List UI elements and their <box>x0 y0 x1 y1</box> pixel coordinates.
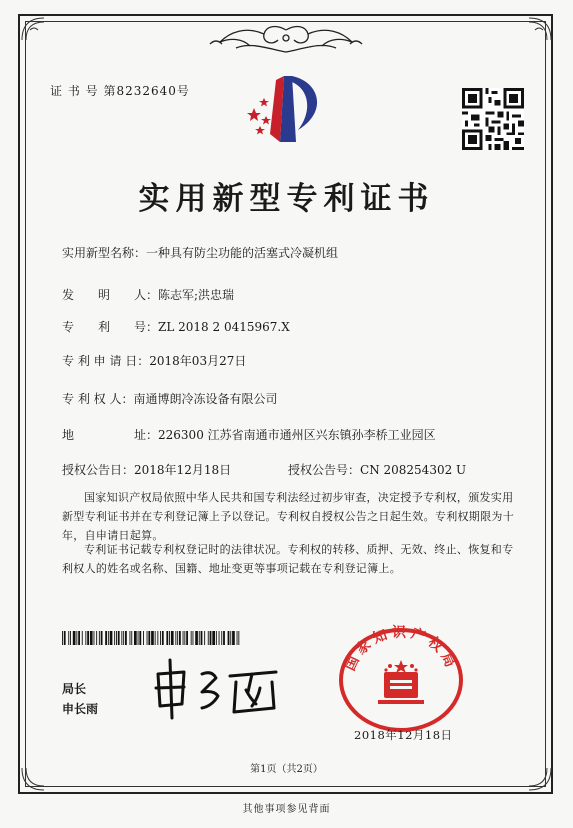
utility-name-value: 一种具有防尘功能的活塞式冷凝机组 <box>146 246 339 260</box>
certificate-number: 证 书 号 第8232640号 <box>50 84 190 98</box>
director-name-label: 申长雨 <box>62 702 99 716</box>
patentee-label: 专 利 权 人： <box>62 392 134 406</box>
legal-status-paragraph: 专利证书记载专利权登记时的法律状况。专利权的转移、质押、无效、终止、恢复和专利权人的姓名或名称、国籍、地址变更等事项记载在专利登记簿上。 <box>62 543 514 575</box>
certificate-title: 实用新型专利证书 <box>138 181 435 217</box>
filing-date-value: 2018年03月27日 <box>149 354 247 368</box>
barcode-icon <box>62 631 242 645</box>
utility-name-row <box>62 244 338 261</box>
svg-text:国家知识产权局: 国家知识产权局 <box>342 625 460 674</box>
patentee-row <box>62 390 277 407</box>
patent-number-row <box>62 318 290 335</box>
grant-date-value: 2018年12月18日 <box>134 463 232 477</box>
patent-number-value: ZL 2018 2 0415967.X <box>158 320 290 334</box>
patent-office-logo-icon <box>240 72 336 148</box>
filing-date-row <box>62 352 246 369</box>
official-seal-icon <box>336 624 466 734</box>
top-ornament-icon <box>206 22 366 62</box>
grant-statement-paragraph: 国家知识产权局依照中华人民共和国专利法经过初步审查，决定授予专利权，颁发实用新型专利证书并在专利登记簿上予以登记。专利权自授权公告之日起生效。专利权期限为十年，自申请日起算。 <box>62 491 514 542</box>
grant-number-row <box>288 461 466 478</box>
utility-name-label: 实用新型名称： <box>62 246 147 260</box>
grant-number-value: CN 208254302 U <box>360 463 467 477</box>
director-title-label: 局长 <box>62 682 87 696</box>
inventor-label: 发 明 人： <box>62 288 159 302</box>
address-label: 地 址： <box>62 428 159 442</box>
patentee-value: 南通博朗冷冻设备有限公司 <box>133 392 278 406</box>
grant-date-row <box>62 461 231 478</box>
grant-date-label: 授权公告日： <box>62 463 135 477</box>
inventor-row <box>62 286 234 303</box>
corner-ornament-icon <box>20 16 46 42</box>
patent-number-label: 专 利 号： <box>62 320 159 334</box>
qr-code-icon <box>462 88 524 150</box>
filing-date-label: 专 利 申 请 日： <box>62 354 150 368</box>
grant-number-label: 授权公告号： <box>288 463 361 477</box>
inventor-value: 陈志军;洪忠瑞 <box>158 288 235 302</box>
address-row <box>62 426 436 443</box>
footer-note: 其他事项参见背面 <box>242 804 331 815</box>
page-number: 第1页（共2页） <box>250 764 323 775</box>
director-signature <box>150 652 285 727</box>
address-value: 226300 江苏省南通市通州区兴东镇孙李桥工业园区 <box>158 428 436 442</box>
seal-date: 2018年12月18日 <box>354 728 453 742</box>
corner-ornament-icon <box>527 16 553 42</box>
